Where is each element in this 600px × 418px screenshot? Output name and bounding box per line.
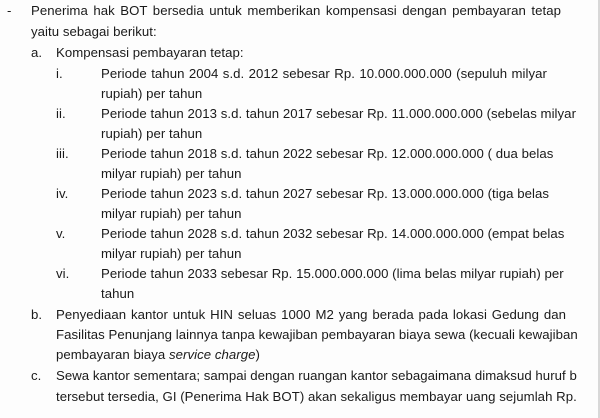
subitem-numeral: v. xyxy=(56,226,66,241)
item-c-line-2: tersebut tersedia, GI (Penerima Hak BOT) akan sekaligus membayar uang sejumlah Rp. xyxy=(56,389,577,404)
subitem-line-1: Periode tahun 2004 s.d. 2012 sebesar Rp. 10.000.000.000 (sepuluh milyar xyxy=(101,66,547,81)
item-c-line-1: Sewa kantor sementara; sampai dengan ruangan kantor sebagaimana dimaksud huruf b xyxy=(56,368,577,383)
item-b-line-3-prefix: pembayaran biaya xyxy=(56,347,170,362)
subitem-numeral: iv. xyxy=(56,186,69,201)
item-b-line-2: Fasilitas Penunjang lainnya tanpa kewajiban pembayaran biaya sewa (kecuali kewajiban xyxy=(56,327,578,342)
service-charge-term: service charge xyxy=(169,347,256,362)
subitem-line-1: Periode tahun 2013 s.d. tahun 2017 sebesar Rp. 11.000.000.000 (sebelas milyar xyxy=(101,106,577,121)
subitem-line-2: rupiah) per tahun xyxy=(101,86,203,101)
item-b-line-1: Penyediaan kantor untuk HIN seluas 1000 M2 yang berada pada lokasi Gedung dan xyxy=(56,307,566,322)
intro-line-2: yaitu sebagai berikut: xyxy=(31,24,157,39)
item-b-line-3-suffix: ) xyxy=(255,347,260,362)
subitem-line-1: Periode tahun 2018 s.d. tahun 2022 sebesar Rp. 12.000.000.000 ( dua belas xyxy=(101,146,554,161)
subitem-numeral: ii. xyxy=(56,106,66,121)
subitem-numeral: vi. xyxy=(56,266,70,281)
subitem-line-2: tahun xyxy=(101,286,135,301)
subitem-line-2: rupiah) per tahun xyxy=(101,126,203,141)
subitem-line-2: milyar rupiah) per tahun xyxy=(101,166,242,181)
subitem-numeral: iii. xyxy=(56,146,69,161)
subitem-line-1: Periode tahun 2023 s.d. tahun 2027 sebesar Rp. 13.000.000.000 (tiga belas xyxy=(101,186,549,201)
item-a-marker: a. xyxy=(31,45,43,60)
subitem-line-2: milyar rupiah) per tahun xyxy=(101,206,242,221)
item-b-marker: b. xyxy=(31,307,43,322)
subitem-line-2: milyar rupiah) per tahun xyxy=(101,246,242,261)
intro-line-1: Penerima hak BOT bersedia untuk memberikan kompensasi dengan pembayaran tetap xyxy=(31,3,561,18)
subitem-line-1: Periode tahun 2033 sebesar Rp. 15.000.000.000 (lima belas milyar rupiah) per xyxy=(101,266,564,281)
subitem-numeral: i. xyxy=(56,66,63,81)
item-c-marker: c. xyxy=(31,368,42,383)
item-a-title: Kompensasi pembayaran tetap: xyxy=(56,45,244,60)
bullet-dash: - xyxy=(7,3,12,18)
subitem-line-1: Periode tahun 2028 s.d. tahun 2032 sebesar Rp. 14.000.000.000 (empat belas xyxy=(101,226,565,241)
item-b-line-3 xyxy=(56,347,260,363)
